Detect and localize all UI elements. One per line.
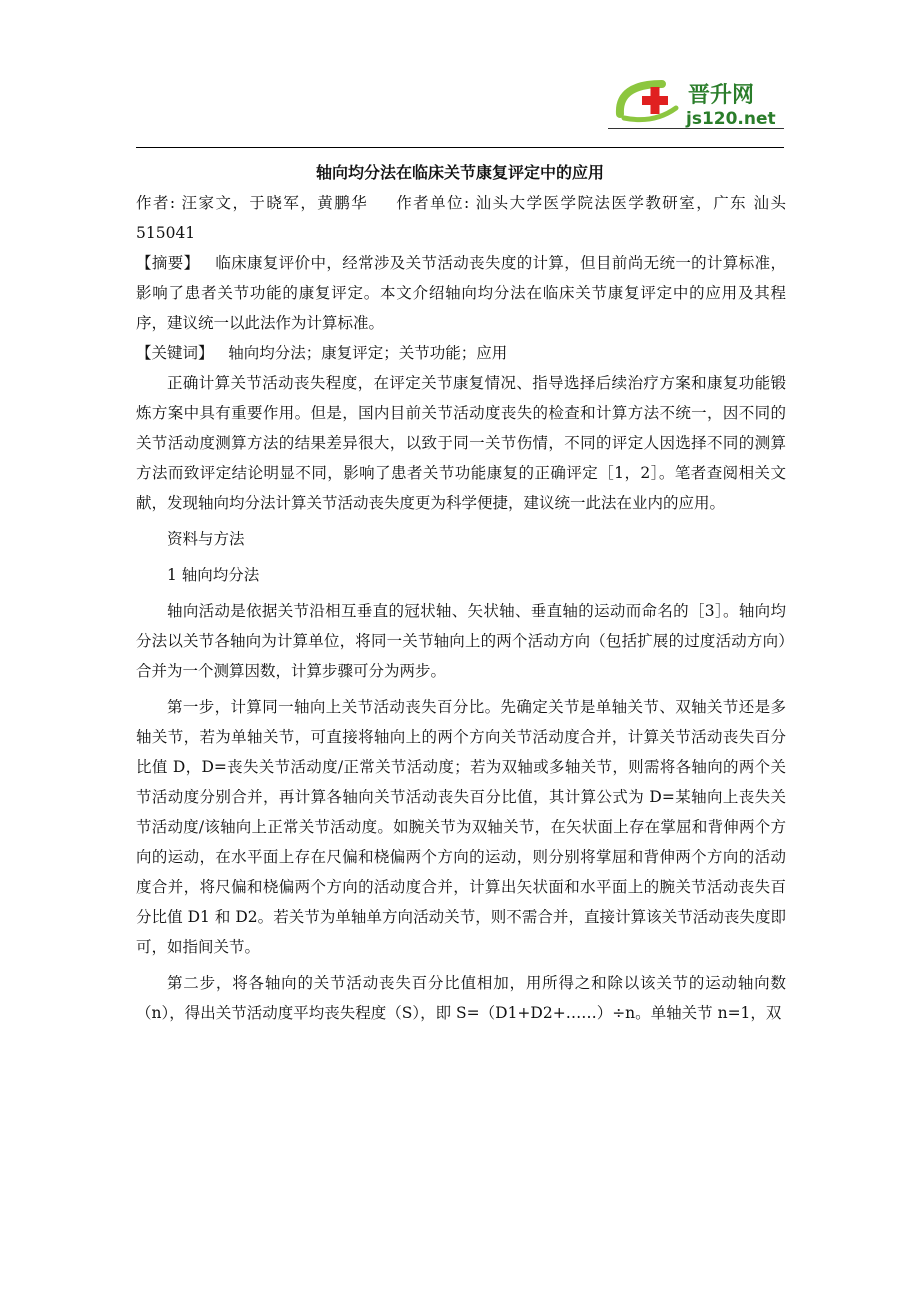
abstract-label: 【摘要】 (136, 254, 200, 272)
medical-cross-icon (642, 87, 668, 114)
logo-arc-lower (624, 108, 676, 120)
article-title: 轴向均分法在临床关节康复评定中的应用 (315, 163, 604, 182)
keywords-label: 【关键词】 (136, 344, 214, 362)
keywords (136, 338, 786, 368)
header-divider (136, 147, 784, 148)
article-body (136, 188, 786, 1028)
paragraph-axial-motion: 轴向活动是依据关节沿相互垂直的冠状轴、矢状轴、垂直轴的运动而命名的［3］。轴向均分法以关节各轴向为计算单位，将同一关节轴向上的两个活动方向（包括扩展的过度活动方向）合并为一个测算因数，计算步骤可分为两步。 (136, 602, 786, 680)
authors: 作者: 汪家文，于晓军，黄鹏华 (136, 194, 369, 212)
logo-graphic (614, 74, 784, 132)
section-heading: 资料与方法 (167, 530, 245, 548)
site-logo[interactable] (614, 74, 784, 132)
logo-domain-text: js120.net (686, 109, 776, 129)
paragraph-step-two: 第二步，将各轴向的关节活动丧失百分比值相加，用所得之和除以该关节的运动轴向数（n），得出关节活动度平均丧失程度（S），即 S=（D1+D2+……）÷n。单轴关节 n=1，双 (136, 974, 786, 1022)
intro-paragraph: 正确计算关节活动丧失程度，在评定关节康复情况、指导选择后续治疗方案和康复功能锻炼方案中具有重要作用。但是，国内目前关节活动度丧失的检查和计算方法不统一，因不同的关节活动度测算方法的结果差异很大，以致于同一关节伤情，不同的评定人因选择不同的测算方法而致评定结论明显不同，影响了患者关节功能康复的正确评定［1，2］。笔者查阅相关文献，发现轴向均分法计算关节活动丧失度更为科学便捷，建议统一此法在业内的应用。 (136, 374, 786, 512)
logo-underline (608, 128, 784, 129)
abstract (136, 248, 786, 338)
keywords-text: 轴向均分法；康复评定；关节功能；应用 (228, 344, 508, 362)
logo-cn-text: 晋升网 (688, 83, 755, 108)
paragraph-step-one: 第一步，计算同一轴向上关节活动丧失百分比。先确定关节是单轴关节、双轴关节还是多轴关节，若为单轴关节，可直接将轴向上的两个方向关节活动度合并，计算关节活动丧失百分比值 D，D=丧失关节活动度/正常关节活动度；若为双轴或多轴关节，则需将各轴向的两个关节活动度分别合并，再计算各轴向关节活动丧失百分比值，其计算公式为 D=某轴向上丧失关节活动度/该轴向上正常关节活动度。如腕关节为双轴关节，在矢状面上存在掌屈和背伸两个方向的运动，在水平面上存在尺偏和桡偏两个方向的运动，则分别将掌屈和背伸两个方向的活动度合并，将尺偏和桡偏两个方向的活动度合并，计算出矢状面和水平面上的腕关节活动丧失百分比值 D1 和 D2。若关节为单轴单方向活动关节，则不需合并，直接计算该关节活动丧失度即可，如指间关节。 (136, 698, 786, 956)
subsection-heading: 1 轴向均分法 (167, 566, 260, 584)
affiliation: 作者单位: 汕头大学医学院法医学教研室，广东 汕头 515041 (136, 194, 786, 242)
abstract-text: 临床康复评价中，经常涉及关节活动丧失度的计算，但目前尚无统一的计算标准，影响了患者关节功能的康复评定。本文介绍轴向均分法在临床关节康复评定中的应用及其程序，建议统一以此法作为计算标准。 (136, 254, 786, 332)
author-line (136, 188, 786, 248)
